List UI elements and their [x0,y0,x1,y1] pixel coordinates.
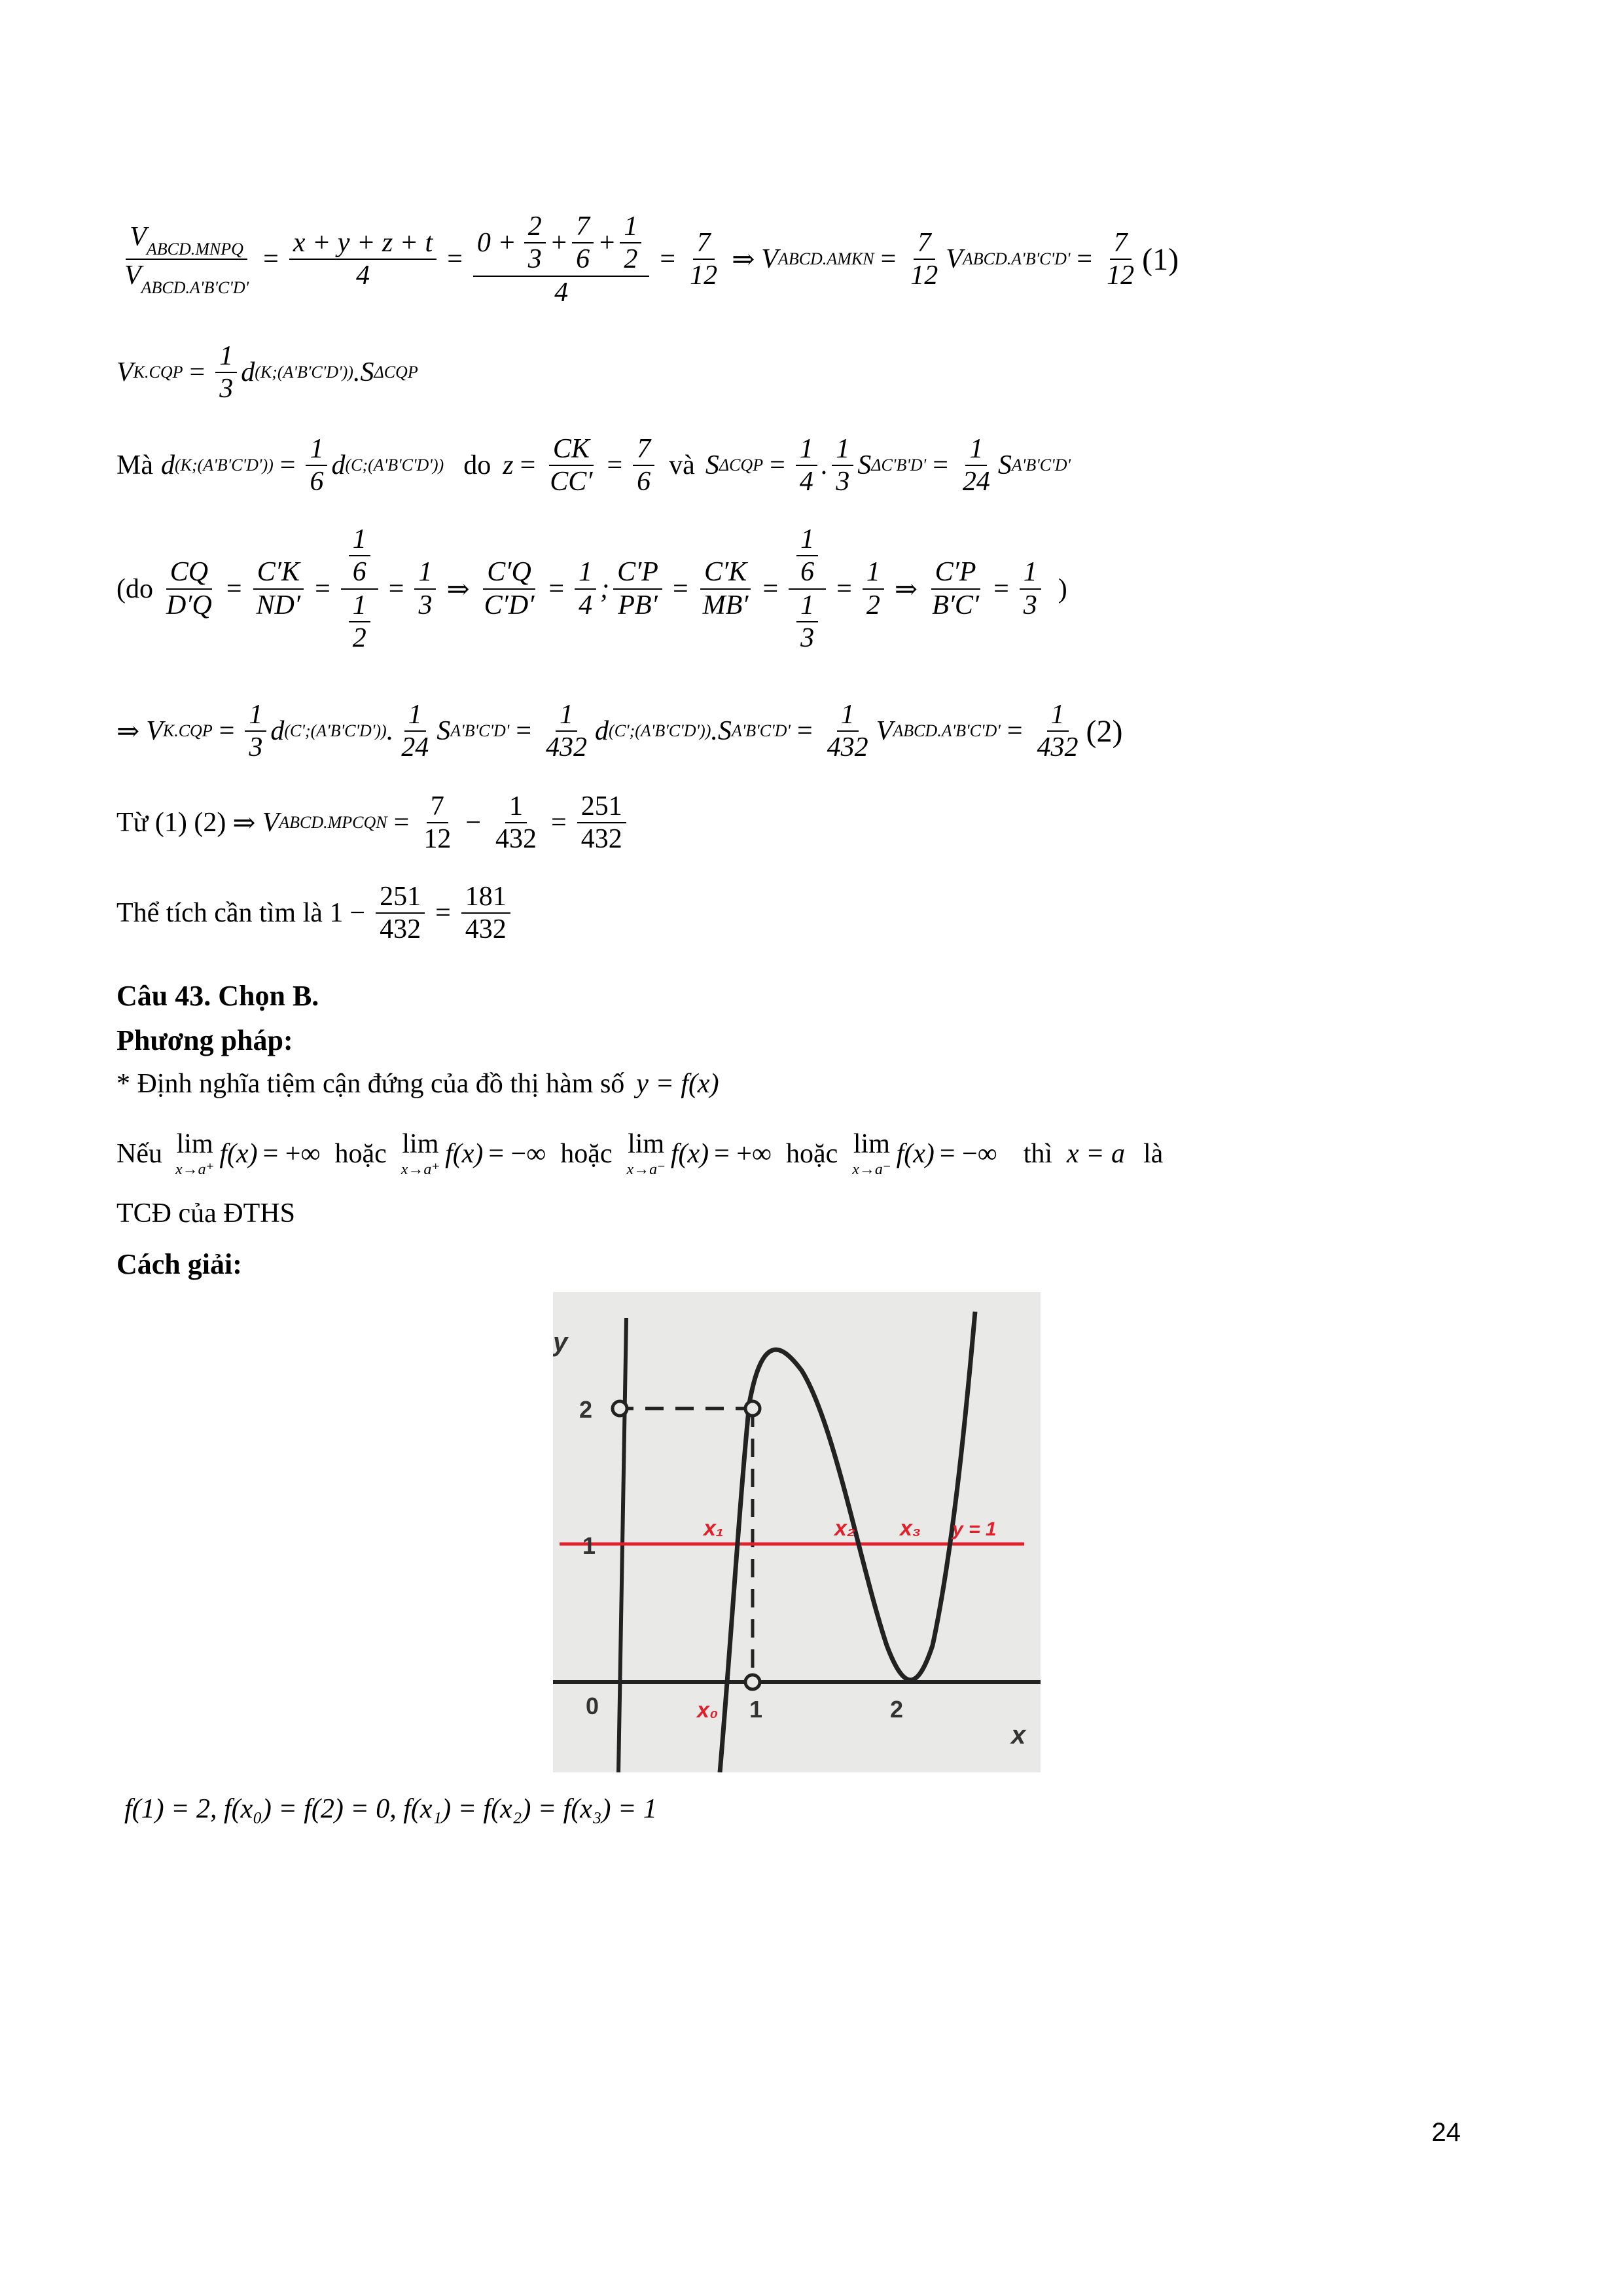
fraction: $\frac{7}{12}$ [910,228,938,291]
point-y2 [613,1401,627,1416]
ytick-1-label: 1 [582,1532,596,1559]
x3-label: x₃ [900,1516,921,1541]
solution-heading: Cách giải: [116,1248,242,1280]
equation-vkcqp-result: ⇒ V K.CQP = $\frac{1}{3}$ d (C';(A'B'C'D')) . 1 24 S A'B'C'D' = $\frac{1}{432}$ d (C';(A'B'C'D')) .S A'B'C'D' = $\frac{1}{432}$ V ABCD.A'B'C'D' = $\frac{1}{432}$ (2) [116,700,1123,763]
fraction: $\frac{7}{12}$ [1107,228,1135,291]
fraction: $\frac{x + y + z + t}{4}$ [289,227,437,292]
x1-label: x₁ [704,1516,724,1541]
definition-line: * Định nghĩa tiệm cận đứng của đồ thị hàm số y = f(x) [116,1069,719,1099]
page-number: 24 [1431,2118,1461,2147]
equation-volume-ratio: $V_{ABCD.MNPQ}$ $V_{ABCD.A'B'C'D'}$ = $\frac{x + y + z + t}{4}$ = 0 + $\frac{2}{3}$ + $\frac{7}{6}$ + $\frac{1}{2}$ 4 = $\frac{7}{12}$ ⇒ V ABCD.AMKN = $\frac{7}{12}$ V ABCD.A'B'C'D' = $\frac{7}{12}$ (1) [116,211,1179,308]
axis-x-label: x [1011,1721,1026,1749]
fraction: $V_{ABCD.MNPQ}$ $V_{ABCD.A'B'C'D'}$ [124,221,249,298]
axis-y-label: y [553,1328,568,1357]
equation-ratios: (do $\frac{CQ}{D'Q}$ = $\frac{C'K}{ND'}$ = $\frac{\frac{1}{6}}{\frac{1}{2}}$ = $\frac{1}{3}$ ⇒ $\frac{C'Q}{C'D'}$ = $\frac{1}{4}$ ; $\frac{C'P}{PB'}$ = $\frac{C'K}{MB'}$ = $\frac{\frac{1}{6}}{\frac{1}{3}}$ = $\frac{1}{2}$ ⇒ $\frac{C'P}{B'C'}$ = $\frac{1}{3}$ ) [116,524,1067,653]
origin-label: 0 [586,1693,599,1719]
line-y1-label: y = 1 [952,1518,997,1540]
fraction: 0 + $\frac{2}{3}$ + $\frac{7}{6}$ + $\frac{1}{2}$ 4 [473,211,650,308]
method-heading: Phương pháp: [116,1024,293,1056]
ytick-2-label: 2 [579,1396,593,1423]
equation-distance-area: Mà d (K;(A'B'C'D')) = $\frac{1}{6}$ d (C;(A'B'C'D')) do z = $\frac{CK}{CC'}$ = $\frac{7}{6}$ và S ΔCQP = $\frac{1}{4}$ . 1 3 S ΔC'B'D' = $\frac{1}{24}$ S A'B'C'D' [116,434,1071,497]
function-graph-figure [553,1292,1041,1772]
x0-label: x₀ [697,1698,719,1723]
question-heading: Câu 43. Chọn B. [116,980,319,1012]
point-1-2 [745,1401,760,1416]
xtick-2-label: 2 [890,1696,904,1723]
xtick-1-label: 1 [749,1696,763,1723]
x2-label: x₂ [834,1516,855,1541]
result-line: f(1) = 2, f(x₀) = f(2) = 0, f(x₁) = f(x₂) = f(x₃) = 1 [124,1794,657,1824]
fraction: $\frac{7}{12}$ [690,228,718,291]
equation-vkcqp: V K.CQP = $\frac{1}{3}$ d (K;(A'B'C'D')) .S ΔCQP [116,341,418,404]
point-x1-axis [745,1675,760,1689]
limit-line: Nếu lim x→a⁺ f(x) = +∞ hoặc lim x→a⁺ f(x) = −∞ hoặc lim x→a⁻ f(x) = +∞ hoặc lim x→a⁻ f(x) = −∞ thì x = a là [116,1129,1164,1178]
equation-total-volume: Từ (1) (2) ⇒ V ABCD.MPCQN = $\frac{7}{12}$ − $\frac{1}{432}$ = $\frac{251}{432}$ [116,791,630,855]
equation-answer: Thể tích cần tìm là 1 − $\frac{251}{432}$ = $\frac{181}{432}$ [116,881,514,946]
tcd-line: TCĐ của ĐTHS [116,1198,295,1229]
